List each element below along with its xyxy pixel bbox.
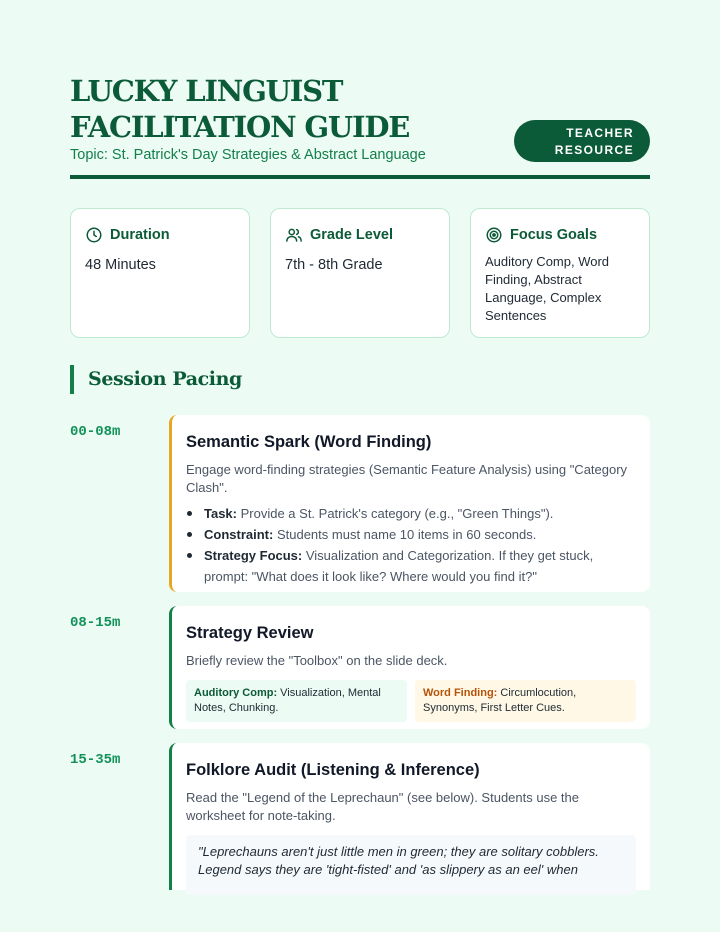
block-description: Read the "Legend of the Leprechaun" (see below). Students use the worksheet for note-taking.	[186, 790, 580, 823]
badge-line-1: TEACHER	[566, 126, 634, 140]
header	[70, 0, 650, 183]
item-text: Provide a St. Patrick's category (e.g., "Green Things").	[237, 506, 554, 521]
users-icon	[285, 226, 303, 244]
title-line-1: LUCKY LINGUIST	[70, 74, 343, 108]
duration-card	[70, 208, 250, 338]
card-label-focus: Focus Goals	[510, 227, 598, 243]
card-label-grade: Grade Level	[310, 227, 394, 243]
legend-quote: "Leprechauns aren't just little men in green; they are solitary cobblers. Legend says they are 'tight-fisted' and 'as slippery as an eel' when	[186, 835, 636, 895]
list-item	[186, 545, 636, 587]
badge-line-2: RESOURCE	[554, 143, 634, 157]
note-label: Auditory Comp:	[194, 687, 278, 699]
target-icon	[485, 226, 503, 244]
block-title: Strategy Review	[186, 624, 314, 642]
pacing-block-semantic-spark	[169, 415, 650, 592]
pacing-block-folklore-audit	[169, 743, 650, 890]
word-finding-note	[415, 680, 636, 722]
info-cards	[70, 208, 650, 338]
list-item	[186, 524, 636, 545]
item-label: Constraint:	[204, 527, 274, 542]
item-text: Visualization and Categorization. If they get stuck, prompt: "What does it look like? Where would you find it?"	[204, 548, 594, 584]
time-label: 00-08m	[70, 424, 121, 440]
card-value-focus: Auditory Comp, Word Finding, Abstract Language, Complex Sentences	[485, 254, 610, 323]
header-divider	[70, 175, 650, 179]
grade-level-card	[270, 208, 450, 338]
block-title: Semantic Spark (Word Finding)	[186, 433, 432, 451]
item-text: Students must name 10 items in 60 seconds.	[273, 527, 537, 542]
block-description: Briefly review the "Toolbox" on the slide deck.	[186, 653, 448, 668]
block-description: Engage word-finding strategies (Semantic Feature Analysis) using "Category Clash".	[186, 462, 628, 495]
note-text: Visualization, Mental Notes, Chunking.	[194, 687, 381, 714]
list-item	[186, 503, 636, 524]
item-label: Task:	[204, 506, 237, 521]
time-label: 08-15m	[70, 615, 121, 631]
note-label: Word Finding:	[423, 687, 498, 699]
task-list	[186, 503, 636, 587]
card-value-grade: 7th - 8th Grade	[285, 257, 383, 273]
pacing-block-strategy-review	[169, 606, 650, 729]
guide-page	[70, 0, 650, 877]
teacher-resource-badge	[514, 120, 650, 162]
focus-goals-card	[470, 208, 650, 338]
topic-subtitle: Topic: St. Patrick's Day Strategies & Abstract Language	[70, 147, 426, 163]
card-label-duration: Duration	[110, 227, 170, 243]
item-label: Strategy Focus:	[204, 548, 303, 563]
clock-icon	[85, 226, 103, 244]
toolbox-notes	[186, 680, 636, 722]
section-title: Session Pacing	[70, 365, 242, 394]
card-value-duration: 48 Minutes	[85, 257, 156, 273]
title-line-2: FACILITATION GUIDE	[70, 110, 410, 144]
block-title: Folklore Audit (Listening & Inference)	[186, 761, 480, 779]
note-text: Circumlocution, Synonyms, First Letter Cues.	[423, 687, 577, 714]
time-label: 15-35m	[70, 752, 121, 768]
auditory-comp-note	[186, 680, 407, 722]
